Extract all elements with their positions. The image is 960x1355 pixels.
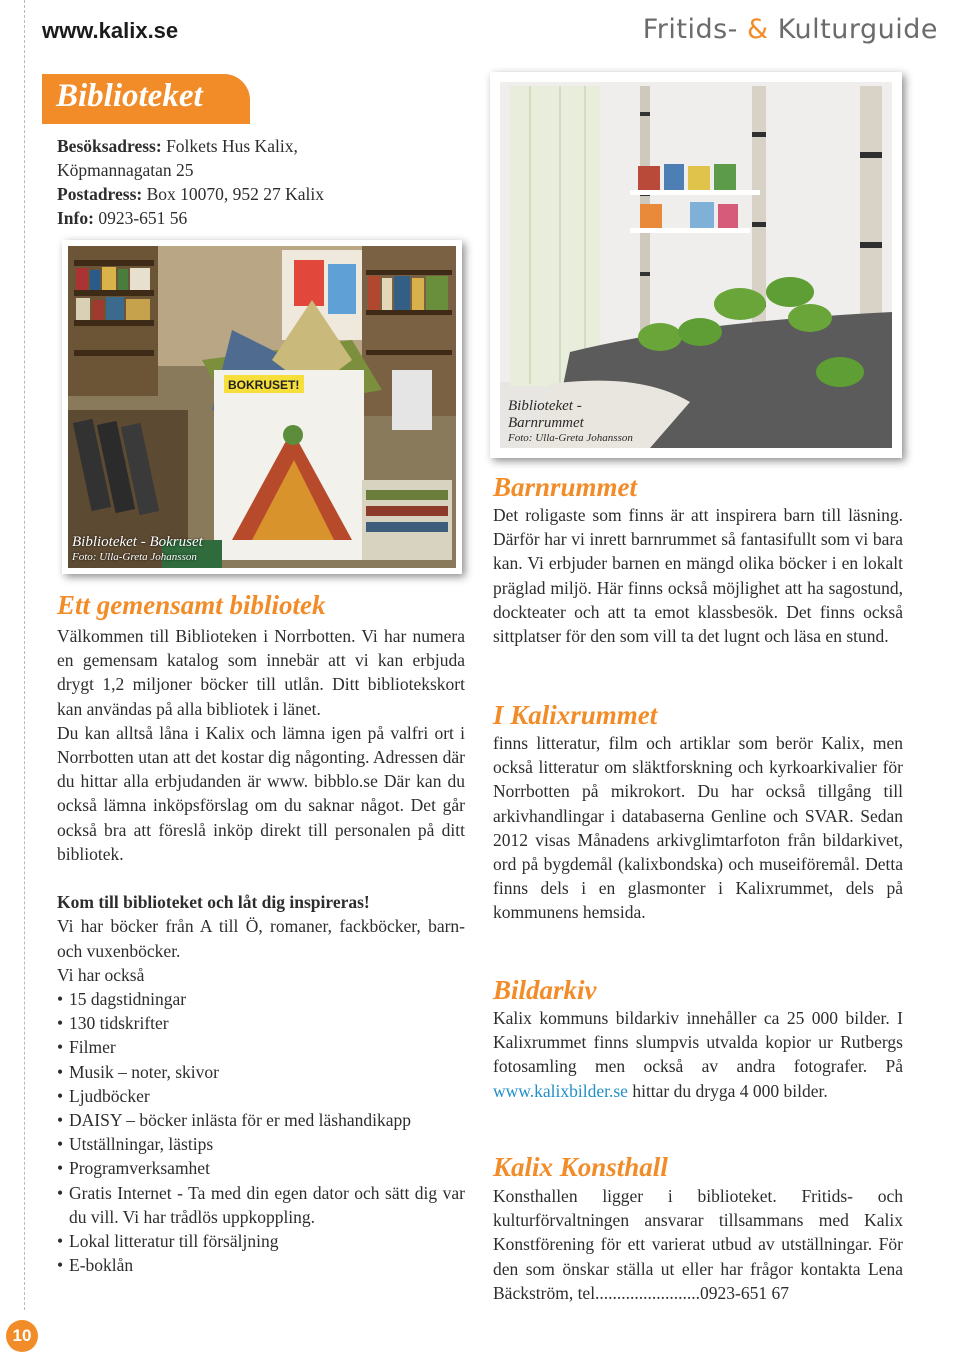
heading-barnrummet: Barnrummet xyxy=(493,472,638,502)
konsthall-text: Konsthallen ligger i biblioteket. Fritids- och kulturförvaltningen ansvarar tillsammans med Kalix Konstförening för ett varierat utbud av utställningar. För den som önskar ställa ut eller har frågor kontakta Lena Bäckström, tel........................0923-651 67 xyxy=(493,1186,903,1303)
list-item: • Filmer xyxy=(57,1035,465,1059)
bokruset-sign: BOKRUSET! xyxy=(228,378,300,392)
guide-title-amp: & xyxy=(747,14,769,45)
info-label: Info: xyxy=(57,208,94,228)
kalixbilder-link[interactable]: www.kalixbilder.se xyxy=(493,1080,628,1101)
list-item: • Gratis Internet - Ta med din egen dator och sätt dig var du vill. Vi har trådlös uppkoppling. xyxy=(57,1181,465,1229)
visit-line2: Köpmannagatan 25 xyxy=(57,160,194,180)
list-item: • Musik – noter, skivor xyxy=(57,1060,465,1084)
left-paragraph-2: Du kan alltså låna i Kalix och lämna igen på valfri ort i Norrbotten utan att det kostar dig någonting. Adressen där du hittar alla erbjudanden är www. bibblo.se Där kan du också lämna inköpsförslag om du saknar något. Det går också bra att föreslå inköp direkt till personalen på ditt bibliotek. xyxy=(57,722,465,864)
address-block xyxy=(57,134,324,230)
post-value: Box 10070, 952 27 Kalix xyxy=(142,184,325,204)
bildarkiv-text-a: Kalix kommuns bildarkiv innehåller ca 25 000 bilder. I Kalixrummet finns slumpvis utvalda kopior ur Rutbergs fotosamling men också av andra fotografer. På xyxy=(493,1008,903,1077)
bildarkiv-text xyxy=(493,1006,903,1103)
left-body xyxy=(57,624,465,1277)
list-item: • Utställningar, lästips xyxy=(57,1132,465,1156)
left-spacer xyxy=(57,866,465,890)
section-title: Biblioteket xyxy=(56,78,203,114)
photo-barnrummet-caption-line1: Biblioteket - xyxy=(508,398,582,414)
heading-bildarkiv: Bildarkiv xyxy=(493,975,597,1005)
post-label: Postadress: xyxy=(57,184,143,204)
list-item: • 130 tidskrifter xyxy=(57,1011,465,1035)
heading-konsthall: Kalix Konsthall xyxy=(493,1152,668,1182)
photo-bokruset xyxy=(62,240,462,574)
list-item: • DAISY – böcker inlästa för er med läshandikapp xyxy=(57,1108,465,1132)
margin-guide-line xyxy=(24,0,26,1310)
visit-label: Besöksadress: xyxy=(57,136,162,156)
photo-bokruset-caption: Biblioteket - Bokruset xyxy=(72,534,203,550)
kalixrummet-text: finns litteratur, film och artiklar som berör Kalix, men också litteratur om släktforskning och kyrkoarkivalier för Norrbotten på mikrokort. Du har också tillgång till arkivhandlingar i databaserna Genline och SVAR. Sedan 2012 visas Månadens arkivglimtarfoton från bildarkivet, ord på bygdemål (kalixbondska) och museiföremål. Detta finns dels i en glasmonter i Kalixrummet, dels på kommunens hemsida. xyxy=(493,733,903,923)
photo-bokruset-credit: Foto: Ulla-Greta Johansson xyxy=(72,551,197,563)
list-item: • E-boklån xyxy=(57,1253,465,1277)
list-item: • Lokal litteratur till försäljning xyxy=(57,1229,465,1253)
photo-barnrummet-credit: Foto: Ulla-Greta Johansson xyxy=(508,432,633,444)
left-bold-heading: Kom till biblioteket och låt dig inspireras! xyxy=(57,892,370,913)
left-paragraph-4: Vi har också xyxy=(57,964,145,985)
guide-title-part2: Kulturguide xyxy=(777,14,938,45)
list-item: • 15 dagstidningar xyxy=(57,987,465,1011)
list-item: • Programverksamhet xyxy=(57,1156,465,1180)
left-paragraph-3: Vi har böcker från A till Ö, romaner, fackböcker, barn- och vuxenböcker. xyxy=(57,916,465,961)
list-item: • Ljudböcker xyxy=(57,1084,465,1108)
page-number: 10 xyxy=(6,1320,38,1352)
services-list xyxy=(57,987,465,1277)
barnrummet-text: Det roligaste som finns är att inspirera barn till läsning. Därför har vi inrett barnrummet så fantasifullt som vi bara kan. Vi erbjuder barnen en mängd olika böcker i en lokalt präglad miljö. Här finns också möjlighet att ha sagostund, dockteater och att ta emot klassbesök. Det finns också sittplatser för den som vill ta det lugnt och läsa en stund. xyxy=(493,505,903,647)
guide-title-part1: Fritids- xyxy=(642,14,738,45)
heading-gemensamt-bibliotek: Ett gemensamt bibliotek xyxy=(57,590,326,620)
guide-title xyxy=(643,14,938,45)
bildarkiv-text-b: hittar du dryga 4 000 bilder. xyxy=(627,1080,828,1101)
heading-kalixrummet: I Kalixrummet xyxy=(493,700,658,730)
site-url[interactable]: www.kalix.se xyxy=(42,18,179,43)
photo-bokruset-image xyxy=(62,240,462,574)
left-paragraph-1: Välkommen till Biblioteken i Norrbotten. Vi har numera en gemensam katalog som innebär att vi kan erbjuda drygt 1,2 miljoner böcker till utlån. Ditt bibliotekskort kan användas på alla bibliotek i länet. xyxy=(57,626,465,719)
visit-value: Folkets Hus Kalix, xyxy=(161,136,298,156)
photo-barnrummet-caption-line2: Barnrummet xyxy=(508,415,584,431)
photo-barnrummet xyxy=(490,72,902,458)
info-value: 0923-651 56 xyxy=(93,208,188,228)
